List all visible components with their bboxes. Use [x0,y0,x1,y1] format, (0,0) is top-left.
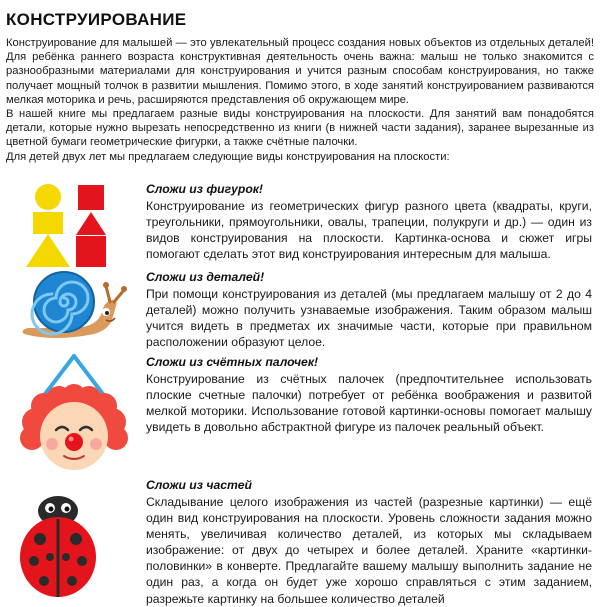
section-heading: Сложи из фигурок! [146,182,263,196]
ladybug-icon [14,495,124,599]
section-body: Складывание целого изображения из частей (разрезные картинки) — ещё один вид конструирования на плоскости. Уровень сложности задания можно менять, увеличивая количество деталей, из которых мы складываем изображение: от двух до четырех и более деталей. Храните «картинки-половинки» в конверте. Предлагайте вашему малышу выполнить задание не один раз, а когда он будет уже хорошо справляться с этим заданием, разрежьте картинку на большее количество деталей [146,495,592,606]
intro-paragraph: Для детей двух лет мы предлагаем следующие виды конструирования на плоскости: [6,150,450,163]
intro-text [6,36,594,164]
section-body: Конструирование из счётных палочек (предпочтительнее использовать плоские счетные палочки) потребует от ребёнка воображения и развитой мелкой моторики. Использование готовой картинки-основы помогает малышу увидеть в довольно абстрактной фигуре из палочек реальный объект. [146,372,592,435]
intro-paragraph: Конструирование для малышей — это увлекательный процесс создания новых объектов из отдельных деталей! Для ребёнка раннего возраста конструктивная деятельность очень важна: малыш не только знакомится с разнообразными материалами для конструирования и учится разным способам конструирования, но также получает мощный толчок в развитии мышления. Помимо этого, в ходе занятий конструированием развиваются мелкая моторика и речь, расширяются представления об окружающем мире. [6,37,594,106]
section-body: При помощи конструирования из деталей (мы предлагаем малышу от 2 до 4 деталей) можно получить узнаваемые изображения. Таким образом малыш учится видеть в предметах их значимые части, которые при правильном расположении образуют целое. [146,287,592,350]
snail-icon [14,268,134,348]
section-heading: Сложи из деталей! [146,270,265,284]
geometric-figures-icon [14,183,130,269]
page-title: КОНСТРУИРОВАНИЕ [6,10,187,29]
section-heading: Сложи из счётных палочек! [146,355,319,369]
section-body: Конструирование из геометрических фигур разного цвета (квадраты, круги, треугольники, прямоугольники, овалы, трапеции, полукруги и др.) — один из видов конструирования на плоскости. Картинка-основа и сюжет игры помогают сделать этот вид конструирования интересным для малыша. [146,199,592,262]
section-heading: Сложи из частей [146,478,252,492]
intro-paragraph: В нашей книге мы предлагаем разные виды конструирования на плоскости. Для занятий вам понадобятся детали, которые нужно вырезать непосредственно из книги (в нижней части задания), заранее вырезанные из цветной бумаги геометрические фигурки, а также счётные палочки. [6,108,594,149]
clown-icon [14,352,132,474]
